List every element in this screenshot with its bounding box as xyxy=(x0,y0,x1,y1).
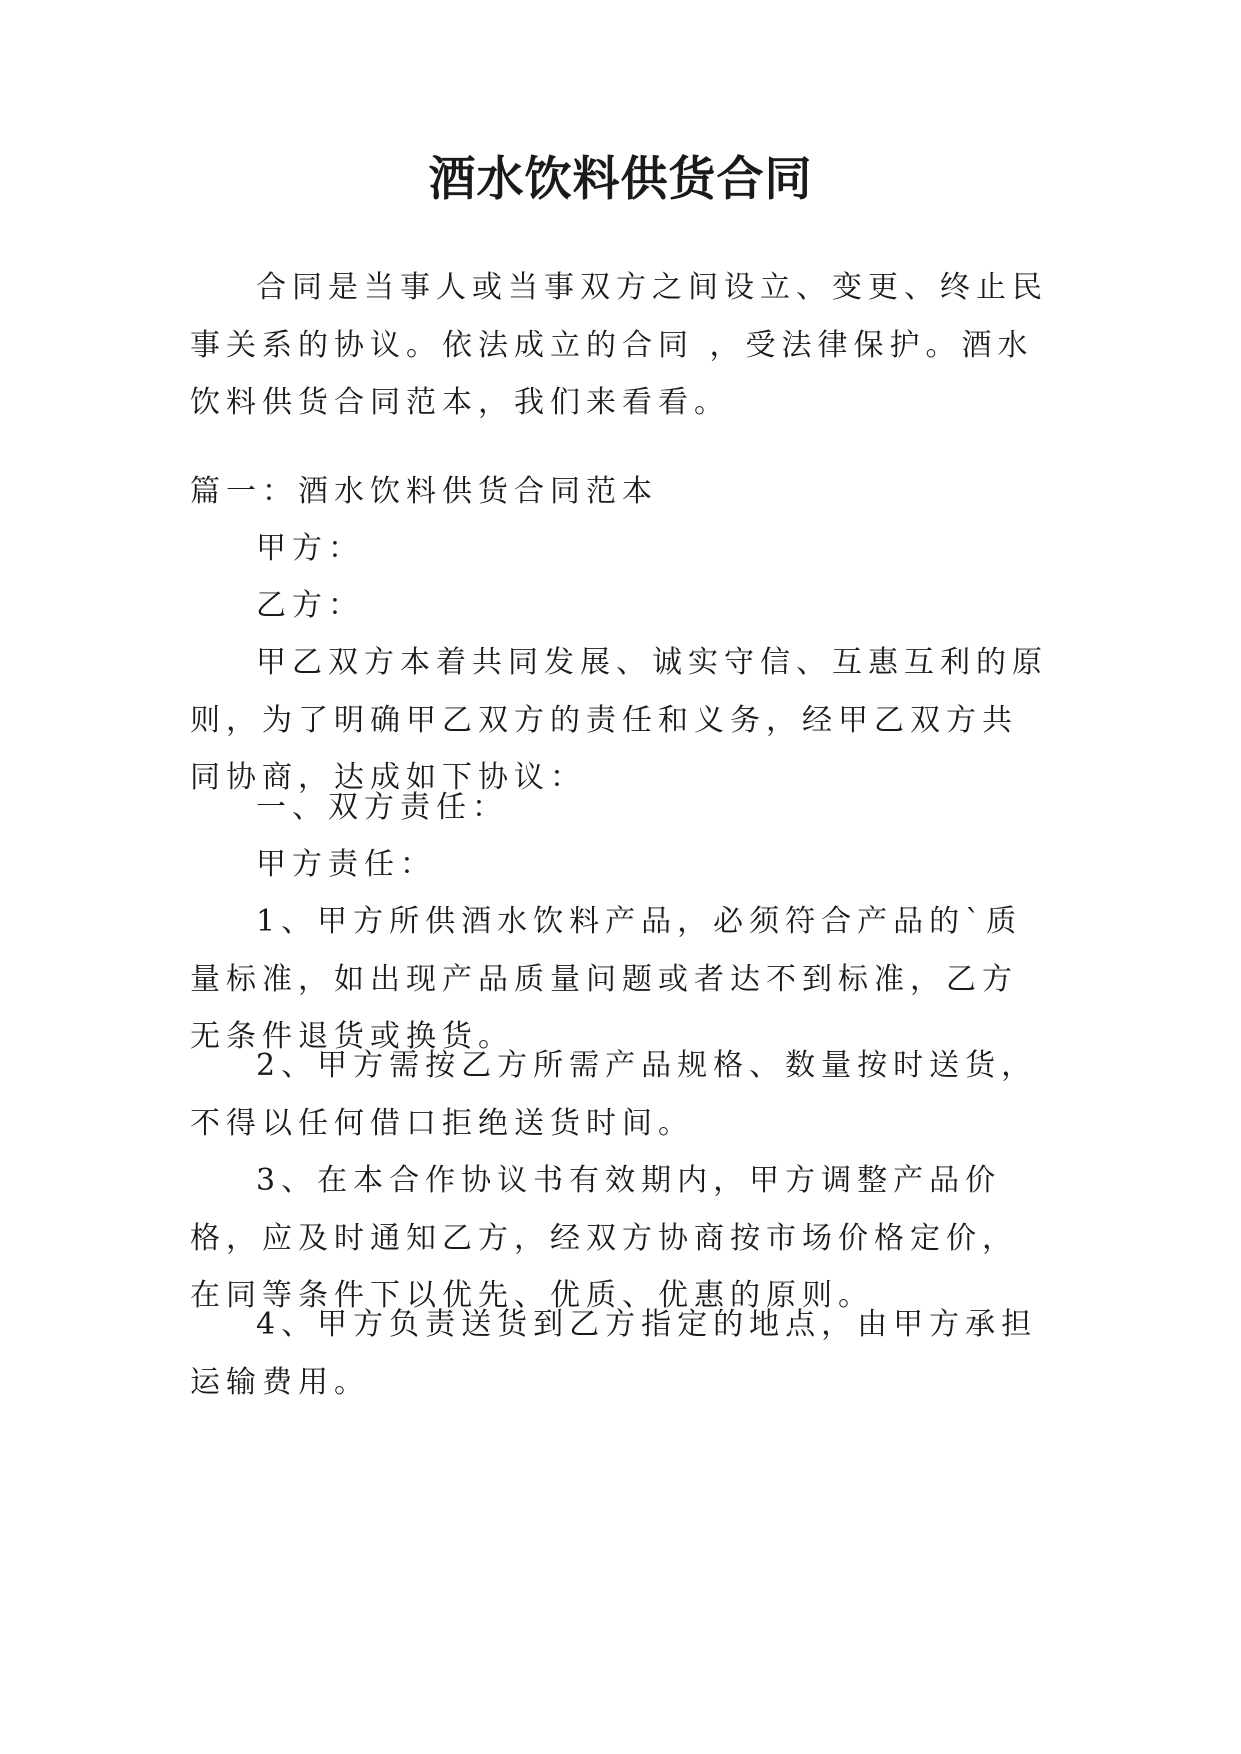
party-a-label: 甲方： xyxy=(256,531,364,566)
clause-heading: 一、双方责任： xyxy=(256,790,508,825)
clause-item-1: 1、甲方所供酒水饮料产品，必须符合产品的`质量标准，如出现产品质量问题或者达不到标准，乙方无条件退货或换货。 xyxy=(190,904,1023,1054)
party-b-label: 乙方： xyxy=(256,588,364,623)
document-title: 酒水饮料供货合同 xyxy=(428,152,813,207)
intro-paragraph: 合同是当事人或当事双方之间设立、变更、终止民事关系的协议。依法成立的合同 ，受法律保护。酒水饮料供货合同范本，我们来看看。 xyxy=(190,270,1048,420)
clause-item-2: 2、甲方需按乙方所需产品规格、数量按时送货，不得以任何借口拒绝送货时间。 xyxy=(190,1048,1038,1141)
preamble-paragraph: 甲乙双方本着共同发展、诚实守信、互惠互利的原则，为了明确甲乙双方的责任和义务，经甲乙双方共同协商，达成如下协议： xyxy=(190,645,1048,795)
clause-item-3: 3、在本合作协议书有效期内，甲方调整产品价格，应及时通知乙方，经双方协商按市场价格定价，在同等条件下以优先、优质、优惠的原则。 xyxy=(190,1163,1018,1313)
clause-item-4: 4、甲方负责送货到乙方指定的地点，由甲方承担运输费用。 xyxy=(190,1307,1038,1400)
section-heading: 篇一：酒水饮料供货合同范本 xyxy=(190,474,658,509)
party-a-duty-heading: 甲方责任： xyxy=(256,847,436,882)
